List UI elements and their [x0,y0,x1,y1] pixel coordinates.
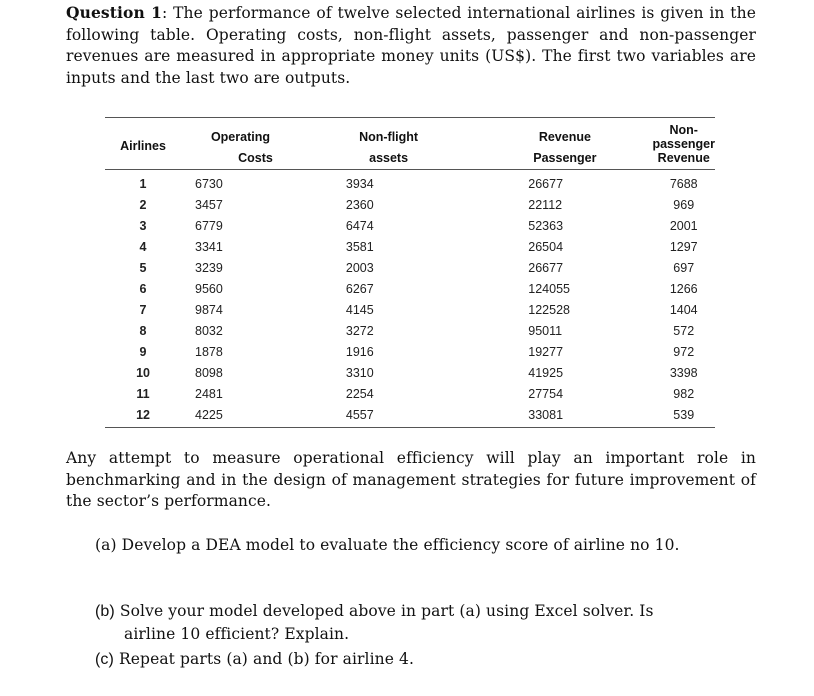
question-intro [66,2,756,89]
question-label: Question 1 [66,3,162,22]
cell-nonpassenger-revenue: 3398 [669,365,698,380]
cell-revenue-passenger: 26677 [528,176,564,191]
header-nonpassenger: Non-passenger [652,118,715,152]
table-row [105,404,715,428]
cell-revenue-passenger: 26504 [528,239,564,254]
table-row [105,383,715,404]
cell-airline: 8 [139,323,147,338]
cell-nonflight-assets: 3934 [345,176,374,191]
table-body [105,170,715,428]
cell-nonpassenger-revenue: 539 [652,404,715,428]
cell-operating-costs: 3239 [195,260,223,275]
cell-nonpassenger-revenue: 1404 [669,302,698,317]
cell-nonpassenger-revenue: 572 [673,323,695,338]
cell-nonflight-assets: 6267 [345,281,374,296]
header-np-revenue: Revenue [652,151,715,170]
header-nonflight: Non-flight [300,118,477,152]
table-row [105,170,715,195]
cell-operating-costs: 9874 [195,302,223,317]
table-row [105,194,715,215]
cell-airline: 3 [139,218,147,233]
cell-revenue-passenger: 124055 [528,281,570,296]
cell-airline: 12 [105,404,181,428]
cell-airline: 5 [139,260,147,275]
cell-operating-costs: 1878 [195,344,223,359]
header-airlines: Airlines [105,118,181,170]
question-b-text-cont: airline 10 efficient? Explain. [124,625,350,643]
table-row [105,257,715,278]
cell-nonflight-assets: 6474 [345,218,374,233]
cell-airline: 10 [136,365,150,380]
cell-revenue-passenger: 122528 [528,302,570,317]
question-b-text: Solve your model developed above in part (a) using Excel solver. Is [119,602,654,620]
cell-airline: 11 [136,386,150,401]
cell-operating-costs: 8032 [195,323,223,338]
cell-operating-costs: 2481 [195,386,223,401]
cell-airline: 7 [139,302,147,317]
question-b-label: (b) [95,603,115,620]
cell-revenue-passenger: 52363 [528,218,564,233]
cell-operating-costs: 3341 [195,239,223,254]
cell-nonflight-assets: 4145 [345,302,374,317]
table-row [105,215,715,236]
cell-nonpassenger-revenue: 972 [673,344,695,359]
table-row [105,320,715,341]
cell-operating-costs: 3457 [195,197,223,212]
airlines-table [105,117,715,428]
cell-revenue-passenger: 26677 [528,260,564,275]
cell-revenue-passenger: 27754 [528,386,564,401]
cell-revenue-passenger: 95011 [528,323,563,338]
cell-nonpassenger-revenue: 7688 [669,176,698,191]
header-operating: Operating [181,118,300,152]
question-c-label: (c) [95,651,114,668]
question-c-text: Repeat parts (a) and (b) for airline 4. [119,650,414,668]
table-row [105,341,715,362]
cell-operating-costs: 8098 [195,365,223,380]
cell-revenue-passenger: 22112 [528,197,563,212]
cell-revenue-passenger: 33081 [477,404,652,428]
table-subheader-row [105,151,715,170]
cell-nonflight-assets: 3581 [345,239,374,254]
cell-revenue-passenger: 41925 [528,365,564,380]
table-row [105,299,715,320]
question-a-label: (a) [95,536,117,554]
table-row [105,236,715,257]
cell-nonpassenger-revenue: 982 [673,386,695,401]
question-c [95,648,755,671]
cell-operating-costs: 6779 [195,218,223,233]
cell-nonflight-assets: 3310 [345,365,374,380]
cell-nonpassenger-revenue: 1266 [669,281,698,296]
table-header-row [105,118,715,152]
cell-operating-costs: 4225 [181,404,300,428]
cell-nonflight-assets: 4557 [300,404,477,428]
question-intro-text: : The performance of twelve selected international airlines is given in the following table. Operating costs, non-flight assets, passenger and non-passenger revenues are measured in appropriate money units (US$). The first two variables are inputs and the last two are outputs. [66,4,756,87]
cell-operating-costs: 6730 [195,176,223,191]
cell-nonflight-assets: 3272 [345,323,374,338]
cell-operating-costs: 9560 [195,281,223,296]
header-costs: Costs [181,151,300,170]
question-a [95,534,755,556]
cell-nonflight-assets: 2254 [345,386,374,401]
cell-revenue-passenger: 19277 [528,344,564,359]
cell-airline: 9 [139,344,147,359]
header-revenue: Revenue [477,118,652,152]
table-row [105,362,715,383]
efficiency-paragraph: Any attempt to measure operational efficiency will play an important role in benchmarking and in the design of management strategies for future improvement of the sector’s performance. [66,449,756,510]
cell-nonflight-assets: 1916 [345,344,374,359]
cell-nonpassenger-revenue: 697 [673,260,695,275]
cell-nonpassenger-revenue: 969 [673,197,695,212]
table-row [105,278,715,299]
cell-airline: 4 [139,239,147,254]
header-assets: assets [300,151,477,170]
cell-airline: 6 [139,281,147,296]
question-b [95,600,755,645]
cell-nonflight-assets: 2003 [345,260,374,275]
cell-airline: 2 [139,197,147,212]
cell-airline: 1 [139,176,147,191]
question-a-text: Develop a DEA model to evaluate the efficiency score of airline no 10. [121,536,680,554]
airlines-table-container [105,117,715,428]
cell-nonflight-assets: 2360 [345,197,374,212]
header-passenger: Passenger [477,151,652,170]
cell-nonpassenger-revenue: 1297 [669,239,698,254]
cell-nonpassenger-revenue: 2001 [669,218,698,233]
